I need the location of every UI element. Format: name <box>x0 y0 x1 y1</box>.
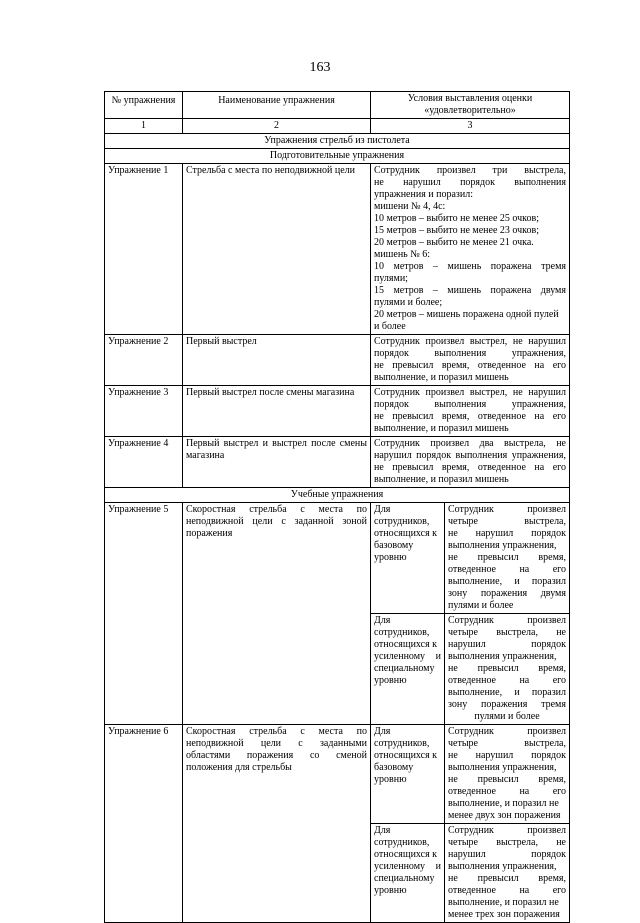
column-number: 2 <box>183 119 371 134</box>
table-row <box>105 725 570 824</box>
section-title: Упражнения стрельб из пистолета <box>105 134 570 149</box>
exercise-number: Упражнение 3 <box>105 386 183 437</box>
section-row <box>105 134 570 149</box>
header-exercise-number: № упражнения <box>105 92 183 119</box>
table-row <box>105 437 570 488</box>
exercise-conditions: Сотрудник произвел выстрел, не нарушил порядок выполнения упражнения, не превысил время, отведенное на его выполнение, и поразил мишень <box>371 386 570 437</box>
section-row <box>105 488 570 503</box>
level-advanced: Для сотрудников, относящихся к усиленному и специальному уровню <box>371 824 445 923</box>
exercise-conditions: Сотрудник произвел четыре выстрела, не нарушил порядок выполнения упражнения, не превысил время, отведенное на его выполнение, и поразил не менее двух зон поражения <box>445 725 570 824</box>
column-number: 3 <box>371 119 570 134</box>
exercise-conditions: Сотрудник произвел выстрел, не нарушил порядок выполнения упражнения, не превысил время, отведенное на его выполнение, и поразил мишень <box>371 335 570 386</box>
table-row <box>105 386 570 437</box>
exercise-name: Скоростная стрельба с места по неподвижной цели с заданной зоной поражения <box>183 503 371 725</box>
exercise-number: Упражнение 6 <box>105 725 183 923</box>
exercise-name: Первый выстрел <box>183 335 371 386</box>
level-basic: Для сотрудников, относящихся к базовому уровню <box>371 503 445 614</box>
header-conditions: Условия выставления оценки «удовлетворительно» <box>371 92 570 119</box>
exercise-table <box>104 91 570 923</box>
exercise-conditions: Сотрудник произвел четыре выстрела, не нарушил порядок выполнения упражнения, не превысил время, отведенное на его выполнение, и поразил зону поражения тремя пулями и более <box>445 614 570 725</box>
exercise-name: Скоростная стрельба с места по неподвижной цели с заданными областями поражения со сменой положения для стрельбы <box>183 725 371 923</box>
column-number: 1 <box>105 119 183 134</box>
header-exercise-name: Наименование упражнения <box>183 92 371 119</box>
exercise-conditions: Сотрудник произвел четыре выстрела, не нарушил порядок выполнения упражнения, не превысил время, отведенное на его выполнение, и поразил зону поражения двумя пулями и более <box>445 503 570 614</box>
subsection-title: Подготовительные упражнения <box>105 149 570 164</box>
column-number-row <box>105 119 570 134</box>
exercise-conditions: Сотрудник произвел два выстрела, не нарушил порядок выполнения упражнения, не превысил время, отведенное на его выполнение, и поразил мишень <box>371 437 570 488</box>
exercise-conditions: Сотрудник произвел три выстрела, не нарушил порядок выполнения упражнения и поразил: мишени № 4, 4с: 10 метров – выбито не менее 25 очков; 15 метров – выбито не менее 23 очков; 20 метров – выбито не менее 21 очка. мишень № 6: 10 метров – мишень поражена тремя пулями; 15 метров – мишень поражена двумя пулями и более; 20 метров – мишень поражена одной пулей и более <box>371 164 570 335</box>
level-basic: Для сотрудников, относящихся к базовому уровню <box>371 725 445 824</box>
subsection-title: Учебные упражнения <box>105 488 570 503</box>
table-row <box>105 164 570 335</box>
table-row <box>105 503 570 614</box>
table-header-row <box>105 92 570 119</box>
exercise-name: Стрельба с места по неподвижной цели <box>183 164 371 335</box>
exercise-name: Первый выстрел и выстрел после смены магазина <box>183 437 371 488</box>
exercise-number: Упражнение 1 <box>105 164 183 335</box>
exercise-name: Первый выстрел после смены магазина <box>183 386 371 437</box>
page-number: 163 <box>309 60 331 75</box>
exercise-conditions: Сотрудник произвел четыре выстрела, не нарушил порядок выполнения упражнения, не превысил время, отведенное на его выполнение, и поразил не менее трех зон поражения <box>445 824 570 923</box>
exercise-number: Упражнение 2 <box>105 335 183 386</box>
exercise-number: Упражнение 5 <box>105 503 183 725</box>
exercise-number: Упражнение 4 <box>105 437 183 488</box>
level-advanced: Для сотрудников, относящихся к усиленному и специальному уровню <box>371 614 445 725</box>
section-row <box>105 149 570 164</box>
table-row <box>105 335 570 386</box>
